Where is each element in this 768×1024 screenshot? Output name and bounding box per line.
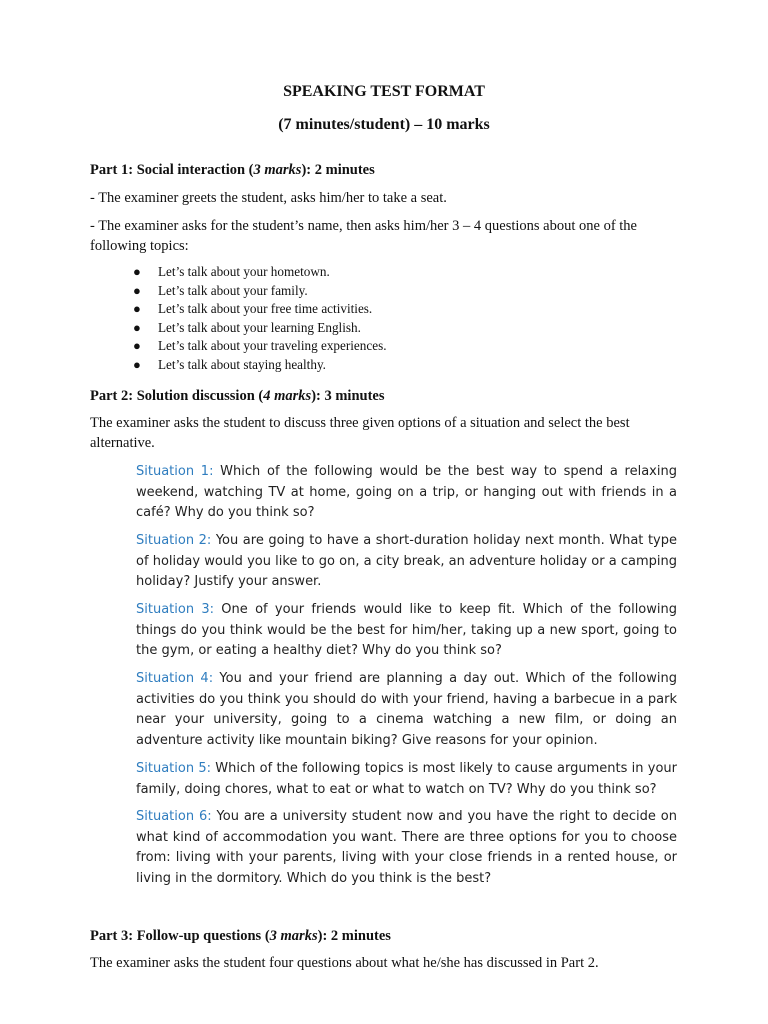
list-item	[90, 319, 650, 338]
situation-4	[136, 669, 677, 752]
part2-heading-marks: 4 marks	[263, 388, 312, 404]
part3-heading-prefix: Part 3: Follow-up questions (	[90, 928, 270, 944]
bullet-icon: ●	[133, 319, 141, 335]
part1-line-greeting: - The examiner greets the student, asks him/her to take a seat.	[90, 190, 447, 206]
part1-heading	[90, 160, 680, 180]
situation-label: Situation 3:	[136, 602, 215, 617]
situation-label: Situation 1:	[136, 464, 214, 479]
bullet-icon: ●	[133, 301, 141, 316]
part1-heading-prefix: Part 1: Social interaction (	[90, 162, 254, 178]
situation-text: You and your friend are planning a day out. Which of the following activities do you think you should do with your friend, having a barbecue in a park near your university, going to a cinema watching a new film, or doing an adventure activity like mountain biking? Give reasons for your opinion.	[136, 671, 677, 749]
situation-2	[136, 531, 677, 593]
topic-text: Let’s talk about your free time activities.	[158, 301, 373, 316]
situation-label: Situation 4:	[136, 671, 214, 686]
part3-heading	[90, 926, 680, 946]
part2-heading-suffix: ): 3 minutes	[311, 388, 385, 404]
situation-1	[136, 462, 677, 524]
topic-text: Let’s talk about staying healthy.	[158, 356, 326, 372]
bullet-icon: ●	[133, 338, 141, 353]
topic-list	[90, 263, 650, 374]
document-title: SPEAKING TEST FORMAT	[283, 83, 485, 100]
situation-label: Situation 5:	[136, 761, 212, 776]
situation-3	[136, 600, 677, 662]
part2-intro: The examiner asks the student to discuss three given options of a situation and select the best alternative.	[90, 415, 630, 451]
bullet-icon: ●	[133, 282, 141, 298]
situation-text: You are going to have a short-duration holiday next month. What type of holiday would you like to go on, a city break, an adventure holiday or a camping holiday? Justify your answer.	[136, 533, 677, 590]
bullet-icon: ●	[133, 356, 141, 372]
part3-intro: The examiner asks the student four questions about what he/she has discussed in Part 2.	[90, 955, 599, 971]
part2-heading-prefix: Part 2: Solution discussion (	[90, 388, 264, 404]
situation-5	[136, 759, 677, 800]
situation-text: Which of the following would be the best way to spend a relaxing weekend, watching TV at home, going on a trip, or hanging out with friends in a café? Why do you think so?	[136, 464, 677, 521]
situation-label: Situation 2:	[136, 533, 212, 548]
situation-text: Which of the following topics is most likely to cause arguments in your family, doing chores, what to eat or what to watch on TV? Why do you think so?	[136, 761, 677, 797]
list-item	[90, 263, 650, 282]
document-subtitle: (7 minutes/student) – 10 marks	[278, 116, 490, 133]
part1-heading-marks: 3 marks	[253, 162, 302, 178]
part3-heading-marks: 3 marks	[269, 928, 318, 944]
list-item	[90, 282, 650, 301]
topic-text: Let’s talk about your family.	[158, 282, 308, 298]
part1-heading-suffix: ): 2 minutes	[301, 162, 375, 178]
bullet-icon: ●	[133, 264, 141, 279]
situation-text: One of your friends would like to keep fit. Which of the following things do you think would be the best for him/her, taking up a new sport, going to the gym, or eating a healthy diet? Why do you think so?	[136, 602, 677, 659]
situation-6	[136, 807, 677, 890]
topic-text: Let’s talk about your learning English.	[158, 319, 361, 335]
part1-line-questions: - The examiner asks for the student’s name, then asks him/her 3 – 4 questions about one of the following topics:	[90, 218, 637, 254]
list-item	[90, 337, 650, 356]
topic-text: Let’s talk about your hometown.	[158, 264, 330, 279]
list-item	[90, 356, 650, 375]
topic-text: Let’s talk about your traveling experiences.	[158, 338, 387, 353]
part3-heading-suffix: ): 2 minutes	[317, 928, 391, 944]
list-item	[90, 300, 650, 319]
part2-heading	[90, 386, 680, 406]
situation-text: You are a university student now and you have the right to decide on what kind of accommodation you want. There are three options for you to choose from: living with your parents, living with your close friends in a rented house, or living in the dormitory. Which do you think is the best?	[136, 809, 677, 887]
situation-label: Situation 6:	[136, 809, 212, 824]
